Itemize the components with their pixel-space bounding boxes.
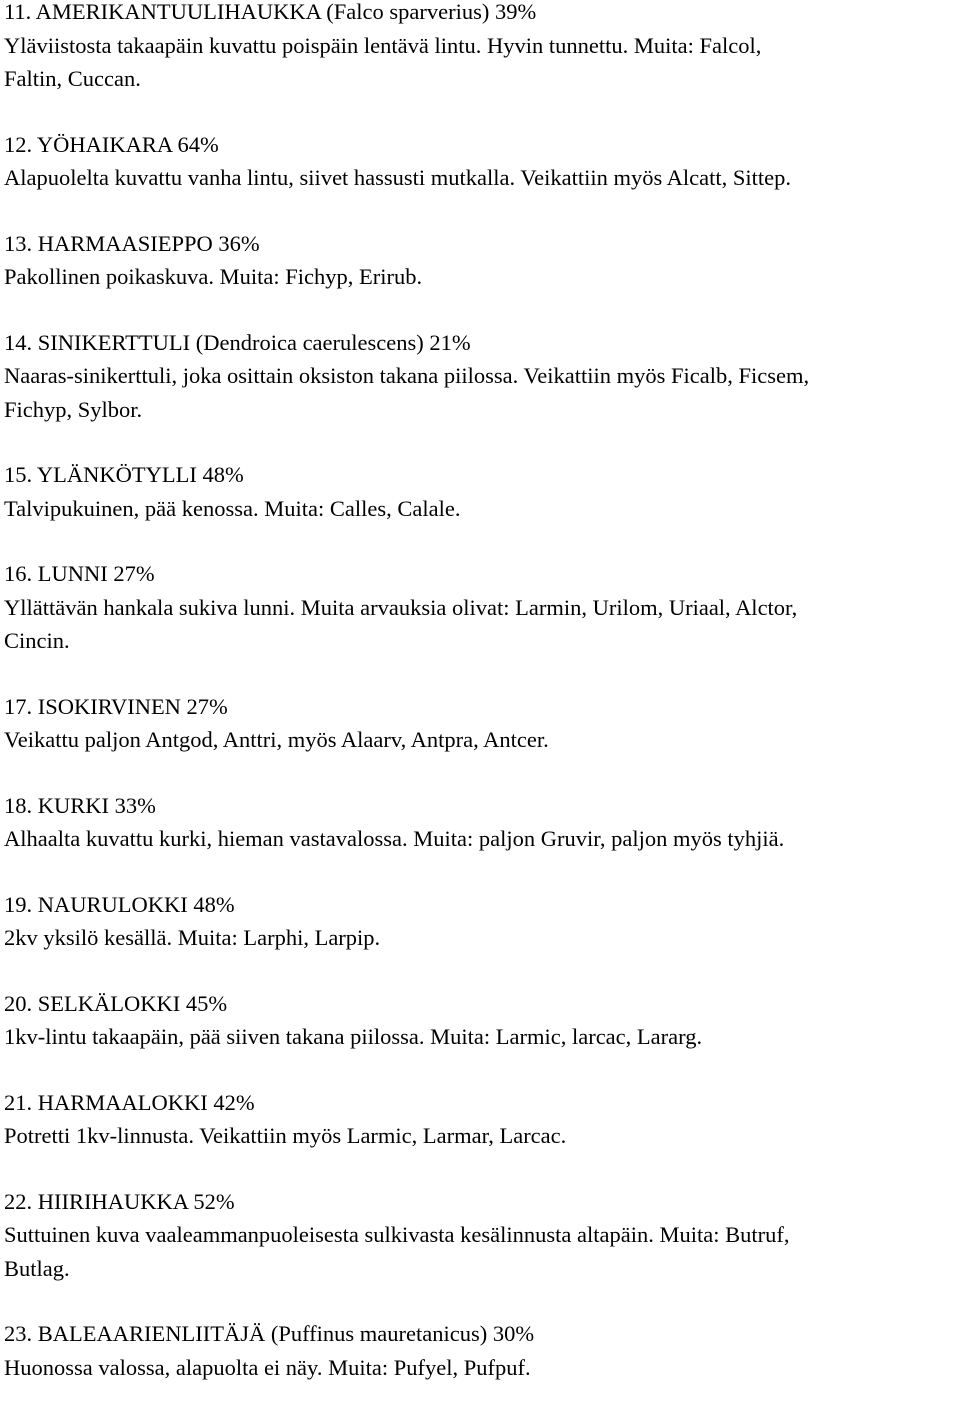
bird-entry [4, 326, 958, 427]
document-body [4, 0, 958, 1416]
entry-heading: 13. HARMAASIEPPO 36% [4, 230, 260, 256]
entry-heading: 14. SINIKERTTULI (Dendroica caerulescens) 21% [4, 329, 471, 355]
entry-comment-line: Yläviistosta takaapäin kuvattu poispäin lentävä lintu. Hyvin tunnettu. Muita: Falcol, [4, 32, 762, 58]
bird-entry [4, 557, 958, 658]
entry-comment-line: Yllättävän hankala sukiva lunni. Muita arvauksia olivat: Larmin, Urilom, Uriaal, Alctor, [4, 594, 798, 620]
entry-comment-line: Talvipukuinen, pää kenossa. Muita: Calles, Calale. [4, 495, 461, 521]
bird-entry [4, 0, 958, 96]
bird-entry [4, 1185, 958, 1286]
entry-heading: 16. LUNNI 27% [4, 561, 155, 586]
bird-entry [4, 987, 958, 1054]
entry-comment-line: Potretti 1kv-linnusta. Veikattiin myös Larmic, Larmar, Larcac. [4, 1123, 567, 1148]
entry-heading: 12. YÖHAIKARA 64% [4, 131, 219, 157]
entry-comment-line: Fichyp, Sylbor. [4, 396, 143, 422]
bird-entry [4, 789, 958, 856]
bird-entry [4, 690, 958, 757]
bird-entry [4, 128, 958, 195]
bird-entry [4, 1317, 958, 1384]
entry-heading: 23. BALEAARIENLIITÄJÄ (Puffinus mauretanicus) 30% [4, 1321, 535, 1346]
entry-heading: 19. NAURULOKKI 48% [4, 891, 235, 917]
entry-comment-line: Pakollinen poikaskuva. Muita: Fichyp, Erirub. [4, 264, 423, 289]
entry-comment-line: Butlag. [4, 1255, 70, 1281]
bird-entry [4, 227, 958, 294]
entry-heading: 17. ISOKIRVINEN 27% [4, 693, 228, 719]
entry-comment-line: Suttuinen kuva vaaleammanpuoleisesta sulkivasta kesälinnusta altapäin. Muita: Butruf, [4, 1222, 790, 1247]
entry-comment-line: Naaras-sinikerttuli, joka osittain oksiston takana piilossa. Veikattiin myös Ficalb, Ficsem, [4, 363, 810, 388]
entry-comment-line: Faltin, Cuccan. [4, 66, 141, 91]
entry-comment-line: Alhaalta kuvattu kurki, hieman vastavalossa. Muita: paljon Gruvir, paljon myös tyhjiä. [4, 826, 785, 851]
bird-entry [4, 1086, 958, 1153]
entry-heading: 22. HIIRIHAUKKA 52% [4, 1188, 235, 1214]
entry-heading: 15. YLÄNKÖTYLLI 48% [4, 462, 244, 487]
bird-entry [4, 458, 958, 525]
entry-comment-line: Veikattu paljon Antgod, Anttri, myös Alaarv, Antpra, Antcer. [4, 727, 549, 752]
entry-heading: 18. KURKI 33% [4, 792, 156, 818]
bird-entry [4, 888, 958, 955]
entry-heading: 20. SELKÄLOKKI 45% [4, 990, 228, 1016]
entry-comment-line: Cincin. [4, 628, 70, 653]
entry-comment-line: Huonossa valossa, alapuolta ei näy. Muita: Pufyel, Pufpuf. [4, 1354, 531, 1380]
entry-comment-line: 2kv yksilö kesällä. Muita: Larphi, Larpip. [4, 925, 381, 950]
entry-comment-line: Alapuolelta kuvattu vanha lintu, siivet hassusti mutkalla. Veikattiin myös Alcatt, Sittep. [4, 165, 791, 190]
entry-heading: 11. AMERIKANTUULIHAUKKA (Falco sparverius) 39% [4, 0, 537, 24]
entry-heading: 21. HARMAALOKKI 42% [4, 1089, 255, 1115]
entry-comment-line: 1kv-lintu takaapäin, pää siiven takana piilossa. Muita: Larmic, larcac, Lararg. [4, 1024, 703, 1049]
